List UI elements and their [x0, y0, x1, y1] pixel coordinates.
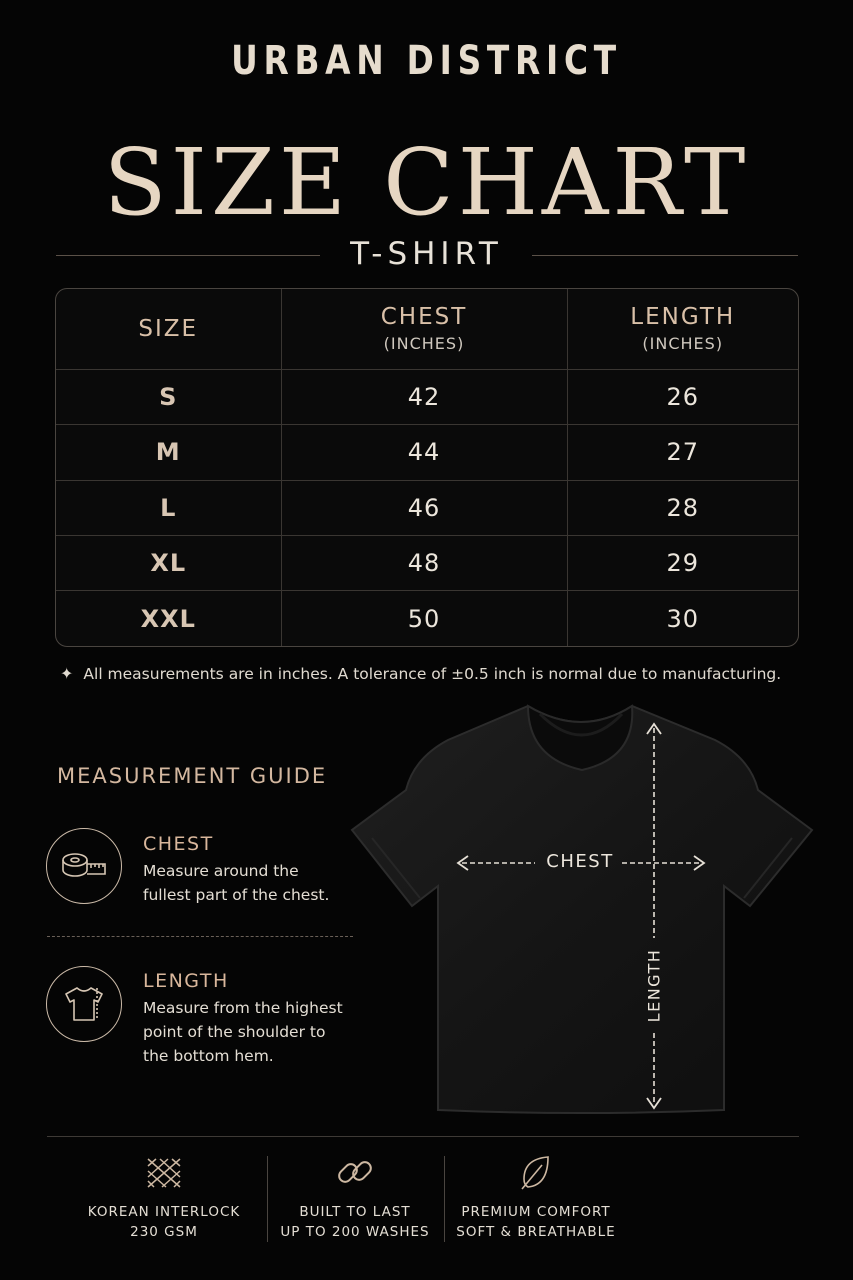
tshirt-measure-icon: [46, 966, 122, 1042]
tolerance-note: [60, 664, 820, 683]
feature-line: PREMIUM COMFORT: [461, 1204, 611, 1220]
chest-cell: 42: [281, 369, 567, 424]
length-guide-line: Measure from the highest: [143, 999, 343, 1017]
chest-cell: 44: [281, 425, 567, 480]
chest-guide-heading: CHEST: [143, 833, 214, 855]
table-row: [56, 480, 798, 535]
size-cell: XL: [56, 535, 281, 590]
length-cell: 30: [567, 591, 798, 646]
length-guide-text: [143, 996, 343, 1068]
fabric-weave-icon: [64, 1150, 264, 1194]
feature-line: KOREAN INTERLOCK: [87, 1204, 241, 1220]
feature-durability: [255, 1150, 455, 1242]
header-chest: [281, 289, 567, 369]
page-subtitle: T-SHIRT: [350, 236, 503, 272]
length-cell: 28: [567, 480, 798, 535]
tshirt-diagram: [350, 698, 815, 1118]
measurement-guide-title: MEASUREMENT GUIDE: [57, 764, 328, 788]
size-cell: S: [56, 369, 281, 424]
size-cell: M: [56, 425, 281, 480]
size-cell: L: [56, 480, 281, 535]
chest-dimension-label: CHEST: [546, 851, 614, 872]
table-row: [56, 369, 798, 424]
length-cell: 27: [567, 425, 798, 480]
chest-cell: 48: [281, 535, 567, 590]
chest-cell: 50: [281, 591, 567, 646]
feature-line: UP TO 200 WASHES: [280, 1224, 430, 1240]
header-length-label: LENGTH: [630, 304, 736, 331]
footer-divider: [47, 1136, 799, 1137]
length-cell: 26: [567, 369, 798, 424]
header-length: [567, 289, 798, 369]
chest-guide-line: fullest part of the chest.: [143, 886, 330, 904]
header-chest-unit: (INCHES): [383, 334, 465, 354]
tshirt-illustration: [350, 698, 815, 1118]
length-cell: 29: [567, 535, 798, 590]
size-table: [55, 288, 799, 647]
table-row: [56, 535, 798, 590]
leaf-icon: [436, 1150, 636, 1194]
header-length-unit: (INCHES): [642, 334, 724, 354]
guide-divider: [47, 936, 353, 937]
length-guide-heading: LENGTH: [143, 970, 229, 992]
table-header-row: [56, 289, 798, 369]
length-guide-line: the bottom hem.: [143, 1047, 274, 1065]
feature-comfort: [436, 1150, 636, 1242]
size-cell: XXL: [56, 591, 281, 646]
chest-cell: 46: [281, 480, 567, 535]
table-row: [56, 591, 798, 646]
header-size-label: SIZE: [138, 315, 199, 342]
header-size: [56, 289, 281, 369]
page-title: SIZE CHART: [103, 129, 750, 236]
tolerance-note-text: All measurements are in inches. A tolerance of ±0.5 inch is normal due to manufacturing.: [83, 665, 782, 683]
feature-line: BUILT TO LAST: [299, 1204, 411, 1220]
chest-guide-text: [143, 859, 329, 907]
feature-line: SOFT & BREATHABLE: [456, 1224, 616, 1240]
length-guide-line: point of the shoulder to: [143, 1023, 326, 1041]
brand-name: URBAN DISTRICT: [231, 38, 622, 84]
sparkle-icon: ✦: [60, 664, 74, 683]
feature-interlock: [64, 1150, 264, 1242]
length-dimension-label: LENGTH: [644, 948, 664, 1023]
measuring-tape-icon: [46, 828, 122, 904]
chain-link-icon: [255, 1150, 455, 1194]
header-chest-label: CHEST: [380, 304, 468, 331]
chest-guide-line: Measure around the: [143, 862, 299, 880]
feature-line: 230 GSM: [130, 1224, 198, 1240]
table-row: [56, 425, 798, 480]
